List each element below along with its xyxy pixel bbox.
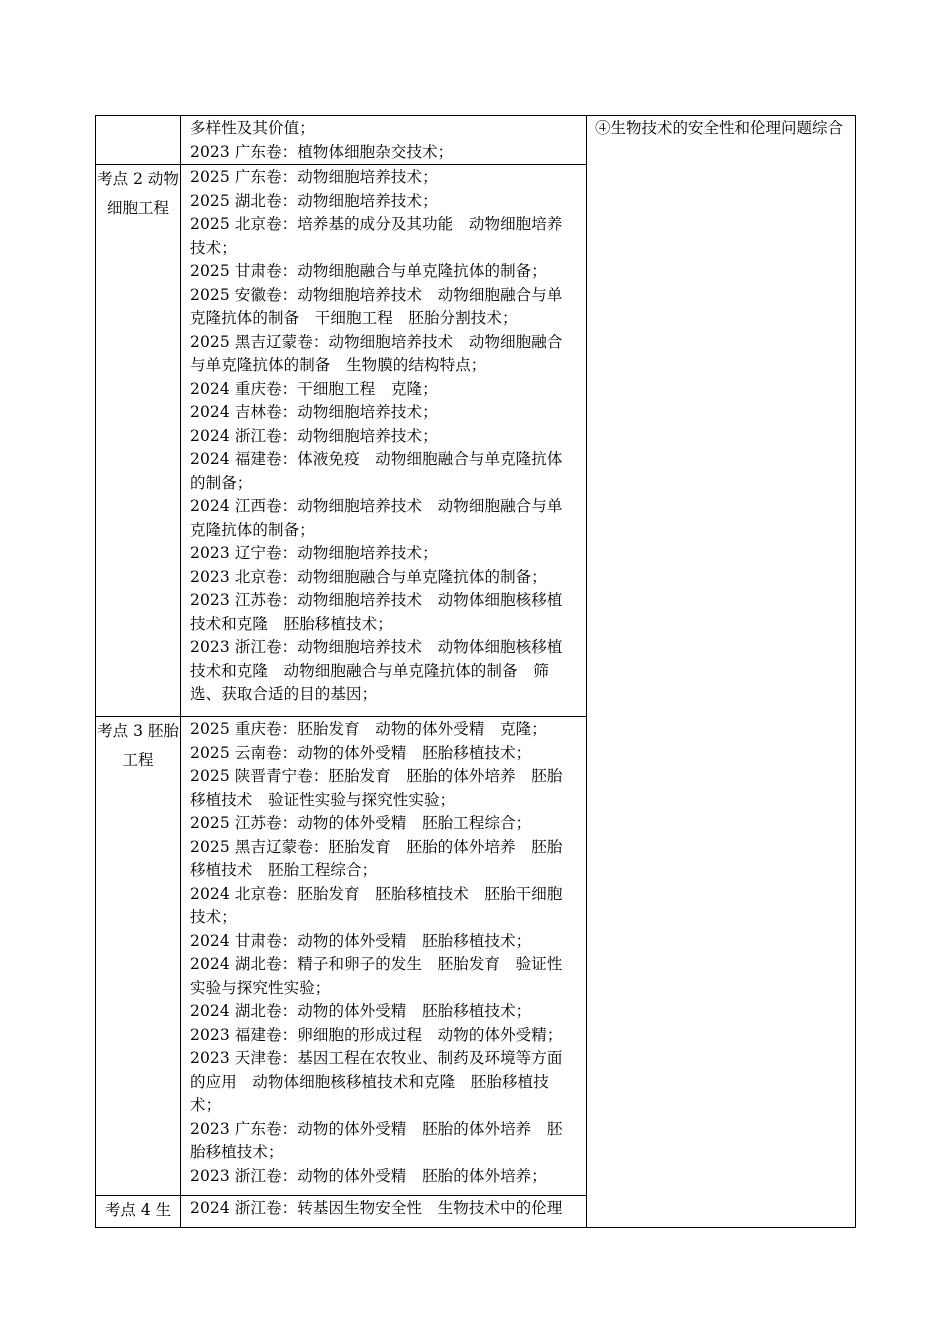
list-item: 2024 浙江卷：动物细胞培养技术； bbox=[190, 426, 438, 445]
list-item: 2023 广东卷：动物的体外受精 胚胎的体外培养 胚 bbox=[190, 1119, 563, 1138]
list-item: 2023 福建卷：卵细胞的形成过程 动物的体外受精； bbox=[190, 1025, 563, 1044]
list-item: 2023 浙江卷：动物细胞培养技术 动物体细胞核移植 bbox=[190, 638, 563, 656]
items-cell bbox=[181, 165, 587, 717]
item-list bbox=[181, 116, 586, 164]
right-note-cell bbox=[587, 116, 856, 1228]
list-item: 移植技术 验证性实验与探究性实验； bbox=[190, 790, 456, 809]
topic-cell-biosafety: 考点 4 生 bbox=[96, 1196, 181, 1228]
list-item: 2025 安徽卷：动物细胞培养技术 动物细胞融合与单 bbox=[190, 285, 563, 304]
list-item: 2024 浙江卷：转基因生物安全性 生物技术中的伦理 bbox=[190, 1199, 563, 1217]
item-list bbox=[181, 165, 586, 707]
list-item: 2025 广东卷：动物细胞培养技术； bbox=[190, 168, 438, 186]
exam-topic-table bbox=[95, 115, 856, 1228]
items-cell bbox=[181, 1196, 587, 1228]
list-item: 2025 重庆卷：胚胎发育 动物的体外受精 克隆； bbox=[190, 720, 547, 738]
list-item: 与单克隆抗体的制备 生物膜的结构特点； bbox=[190, 356, 487, 374]
list-item: 术； bbox=[190, 1096, 222, 1114]
list-item: 2023 辽宁卷：动物细胞培养技术； bbox=[190, 544, 438, 562]
list-item: 克隆抗体的制备 干细胞工程 胚胎分割技术； bbox=[190, 309, 518, 327]
list-item: 2025 黑吉辽蒙卷：动物细胞培养技术 动物细胞融合 bbox=[190, 332, 563, 351]
list-item: 2025 北京卷：培养基的成分及其功能 动物细胞培养 bbox=[190, 215, 563, 233]
list-item: 2024 江西卷：动物细胞培养技术 动物细胞融合与单 bbox=[190, 497, 563, 515]
list-item: 技术和克隆 胚胎移植技术； bbox=[190, 614, 393, 633]
list-item: 克隆抗体的制备； bbox=[190, 520, 315, 539]
list-item: 2024 甘肃卷：动物的体外受精 胚胎移植技术； bbox=[190, 931, 532, 950]
list-item: 2024 重庆卷：干细胞工程 克隆； bbox=[190, 379, 438, 398]
list-item: 技术； bbox=[190, 908, 237, 926]
list-item: 的应用 动物体细胞核移植技术和克隆 胚胎移植技 bbox=[190, 1072, 549, 1091]
list-item: 移植技术 胚胎工程综合； bbox=[190, 861, 378, 879]
list-item: 2023 浙江卷：动物的体外受精 胚胎的体外培养； bbox=[190, 1166, 547, 1185]
list-item: 2024 福建卷：体液免疫 动物细胞融合与单克隆抗体 bbox=[190, 450, 563, 468]
list-item: 2025 云南卷：动物的体外受精 胚胎移植技术； bbox=[190, 743, 532, 762]
table-row bbox=[96, 116, 856, 165]
list-item: 2025 甘肃卷：动物细胞融合与单克隆抗体的制备； bbox=[190, 262, 547, 280]
list-item: 2024 湖北卷：动物的体外受精 胚胎移植技术； bbox=[190, 1002, 532, 1020]
list-item: 2023 江苏卷：动物细胞培养技术 动物体细胞核移植 bbox=[190, 591, 563, 609]
list-item: 技术； bbox=[190, 238, 237, 257]
item-list bbox=[181, 717, 586, 1188]
list-item: 2023 广东卷：植物体细胞杂交技术； bbox=[190, 142, 454, 161]
topic-cell-animal-cell-engineering: 考点 2 动物细胞工程 bbox=[96, 165, 181, 717]
list-item: 2024 吉林卷：动物细胞培养技术； bbox=[190, 403, 438, 421]
list-item: 的制备； bbox=[190, 473, 253, 492]
list-item: 2024 湖北卷：精子和卵子的发生 胚胎发育 验证性 bbox=[190, 955, 563, 973]
list-item: 技术和克隆 动物细胞融合与单克隆抗体的制备 筛 bbox=[190, 661, 549, 680]
topic-cell-empty bbox=[96, 116, 181, 165]
list-item: 胎移植技术； bbox=[190, 1143, 284, 1161]
list-item: 2025 黑吉辽蒙卷：胚胎发育 胚胎的体外培养 胚胎 bbox=[190, 837, 563, 856]
right-note-text: ④生物技术的安全性和伦理问题综合 bbox=[595, 119, 844, 137]
topic-cell-embryo-engineering: 考点 3 胚胎工程 bbox=[96, 717, 181, 1196]
items-cell bbox=[181, 116, 587, 165]
list-item: 2023 天津卷：基因工程在农牧业、制药及环境等方面 bbox=[190, 1049, 563, 1067]
list-item: 2024 北京卷：胚胎发育 胚胎移植技术 胚胎干细胞 bbox=[190, 884, 563, 903]
list-item: 选、获取合适的目的基因； bbox=[190, 685, 378, 703]
list-item: 实验与探究性实验； bbox=[190, 978, 331, 997]
list-item: 2025 陕晋青宁卷：胚胎发育 胚胎的体外培养 胚胎 bbox=[190, 767, 563, 785]
list-item: 2023 北京卷：动物细胞融合与单克隆抗体的制备； bbox=[190, 567, 547, 586]
list-item: 2025 江苏卷：动物的体外受精 胚胎工程综合； bbox=[190, 814, 532, 832]
list-item: 多样性及其价值； bbox=[190, 119, 315, 137]
list-item: 2025 湖北卷：动物细胞培养技术； bbox=[190, 191, 438, 210]
items-cell bbox=[181, 717, 587, 1196]
item-list bbox=[181, 1196, 586, 1221]
